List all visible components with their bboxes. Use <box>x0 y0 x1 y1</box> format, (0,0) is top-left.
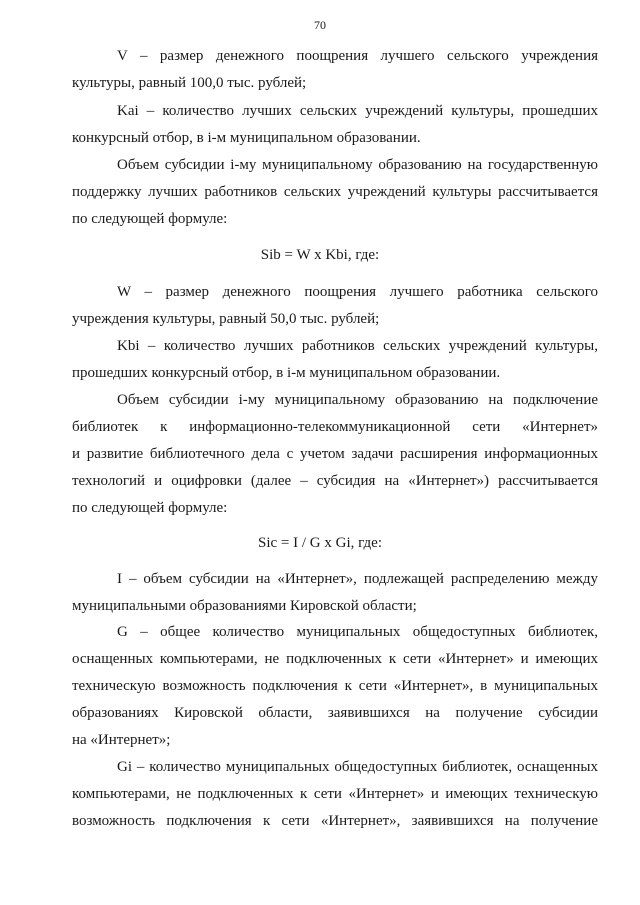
formula-sic: Sic = I / G x Gi, где: <box>258 535 382 551</box>
text-line: Kai – количество лучших сельских учреждений культуры, прошедших <box>117 103 598 119</box>
text-line: и развитие библиотечного дела с учетом задачи расширения информационных <box>72 446 598 462</box>
text-line: конкурсный отбор, в i-м муниципальном образовании. <box>72 130 421 146</box>
text-line: прошедших конкурсный отбор, в i-м муниципальном образовании. <box>72 365 501 381</box>
text-line: образованиях Кировской области, заявившихся на получение субсидии <box>72 705 598 721</box>
text-line: Объем субсидии i-му муниципальному образованию на государственную <box>117 157 598 173</box>
text-line: оснащенных компьютерами, не подключенных к сети «Интернет» и имеющих <box>72 651 598 667</box>
text-line: на «Интернет»; <box>72 732 171 748</box>
text-line: возможность подключения к сети «Интернет», заявившихся на получение <box>72 813 598 829</box>
text-line: по следующей формуле: <box>72 211 228 227</box>
text-line: Kbi – количество лучших работников сельских учреждений культуры, <box>117 338 598 354</box>
text-line: по следующей формуле: <box>72 500 228 516</box>
text-line: Объем субсидии i-му муниципальному образованию на подключение <box>117 392 598 408</box>
text-line: V – размер денежного поощрения лучшего сельского учреждения <box>117 48 598 64</box>
text-line: учреждения культуры, равный 50,0 тыс. рублей; <box>72 311 380 327</box>
text-line: муниципальными образованиями Кировской области; <box>72 598 417 614</box>
text-line: библиотек к информационно-телекоммуникационной сети «Интернет» <box>72 419 598 435</box>
text-line: технологий и оцифровки (далее – субсидия на «Интернет») рассчитывается <box>72 473 598 489</box>
page-number: 70 <box>314 18 326 32</box>
text-line: культуры, равный 100,0 тыс. рублей; <box>72 75 307 91</box>
text-line: поддержку лучших работников сельских учреждений культуры рассчитывается <box>72 184 598 200</box>
formula-sib: Sib = W x Kbi, где: <box>260 247 380 263</box>
text-line: I – объем субсидии на «Интернет», подлежащей распределению между <box>117 571 598 587</box>
text-line: W – размер денежного поощрения лучшего работника сельского <box>117 284 598 300</box>
text-line: техническую возможность подключения к сети «Интернет», в муниципальных <box>72 678 598 694</box>
text-line: G – общее количество муниципальных общедоступных библиотек, <box>117 624 598 640</box>
text-line: компьютерами, не подключенных к сети «Интернет» и имеющих техническую <box>72 786 598 802</box>
text-line: Gi – количество муниципальных общедоступных библиотек, оснащенных <box>117 759 598 775</box>
